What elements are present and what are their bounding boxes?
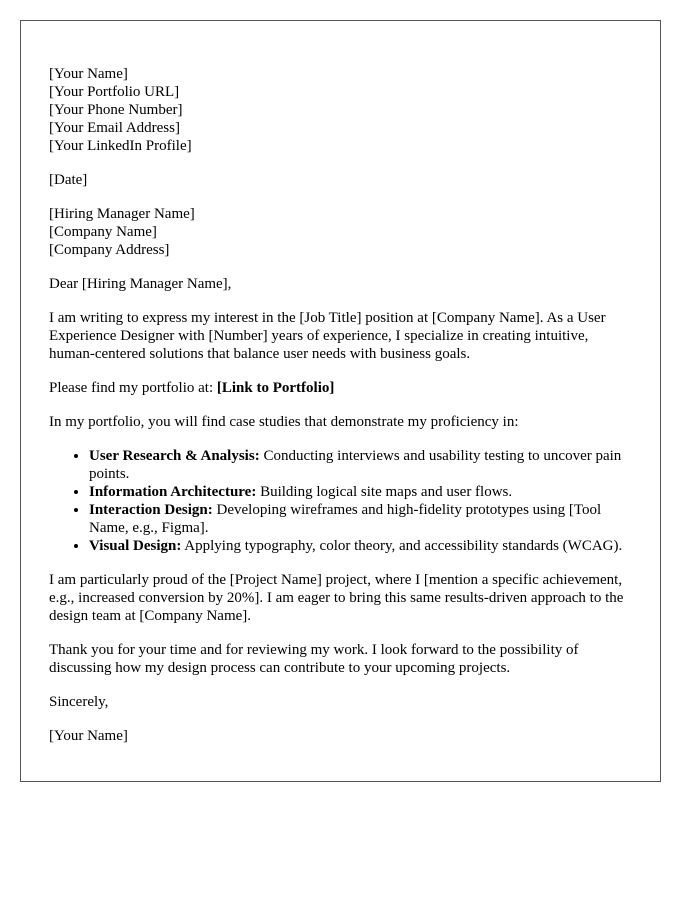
portfolio-label: Please find my portfolio at: [49,380,217,396]
sender-phone: [Your Phone Number] [49,102,183,118]
skill-title: Visual Design: [89,538,182,554]
sender-portfolio-url: [Your Portfolio URL] [49,84,180,100]
recipient-name: [Hiring Manager Name] [49,206,195,222]
recipient-company: [Company Name] [49,224,157,240]
list-item [89,447,632,483]
closing-paragraph: Thank you for your time and for reviewing my work. I look forward to the possibility of discussing how my design process can contribute to your upcoming projects. [49,642,579,676]
signature: [Your Name] [49,728,128,744]
skill-text: Applying typography, color theory, and accessibility standards (WCAG). [181,538,623,554]
sender-email: [Your Email Address] [49,120,180,136]
salutation: Dear [Hiring Manager Name], [49,276,232,292]
recipient-address: [Company Address] [49,242,170,258]
intro-paragraph: I am writing to express my interest in the [Job Title] position at [Company Name]. As a User Experience Designer with [Number] years of experience, I specialize in creating intuitive, human-centered solutions that balance user needs with business goals. [49,310,606,362]
skill-title: User Research & Analysis: [89,448,260,464]
achievement-paragraph: I am particularly proud of the [Project Name] project, where I [mention a specific achievement, e.g., increased conversion by 20%]. I am eager to bring this same results-driven approach to the design team at [Company Name]. [49,572,624,624]
list-item [89,537,632,555]
portfolio-link: [Link to Portfolio] [216,380,335,396]
skill-title: Information Architecture: [89,484,257,500]
skill-text: Conducting interviews and usability testing to uncover pain points. [89,448,622,482]
list-intro: In my portfolio, you will find case studies that demonstrate my proficiency in: [49,414,519,430]
portfolio-paragraph [49,379,632,397]
skill-text: Building logical site maps and user flows. [256,484,513,500]
list-item [89,501,632,537]
recipient-info [49,205,632,259]
list-item [89,483,632,501]
closing: Sincerely, [49,694,109,710]
skill-text: Developing wireframes and high-fidelity prototypes using [Tool Name, e.g., Figma]. [89,502,602,536]
skills-list [49,447,632,555]
skill-title: Interaction Design: [89,502,213,518]
sender-name: [Your Name] [49,66,128,82]
cover-letter [20,20,661,782]
date: [Date] [49,172,88,188]
sender-linkedin: [Your LinkedIn Profile] [49,138,192,154]
